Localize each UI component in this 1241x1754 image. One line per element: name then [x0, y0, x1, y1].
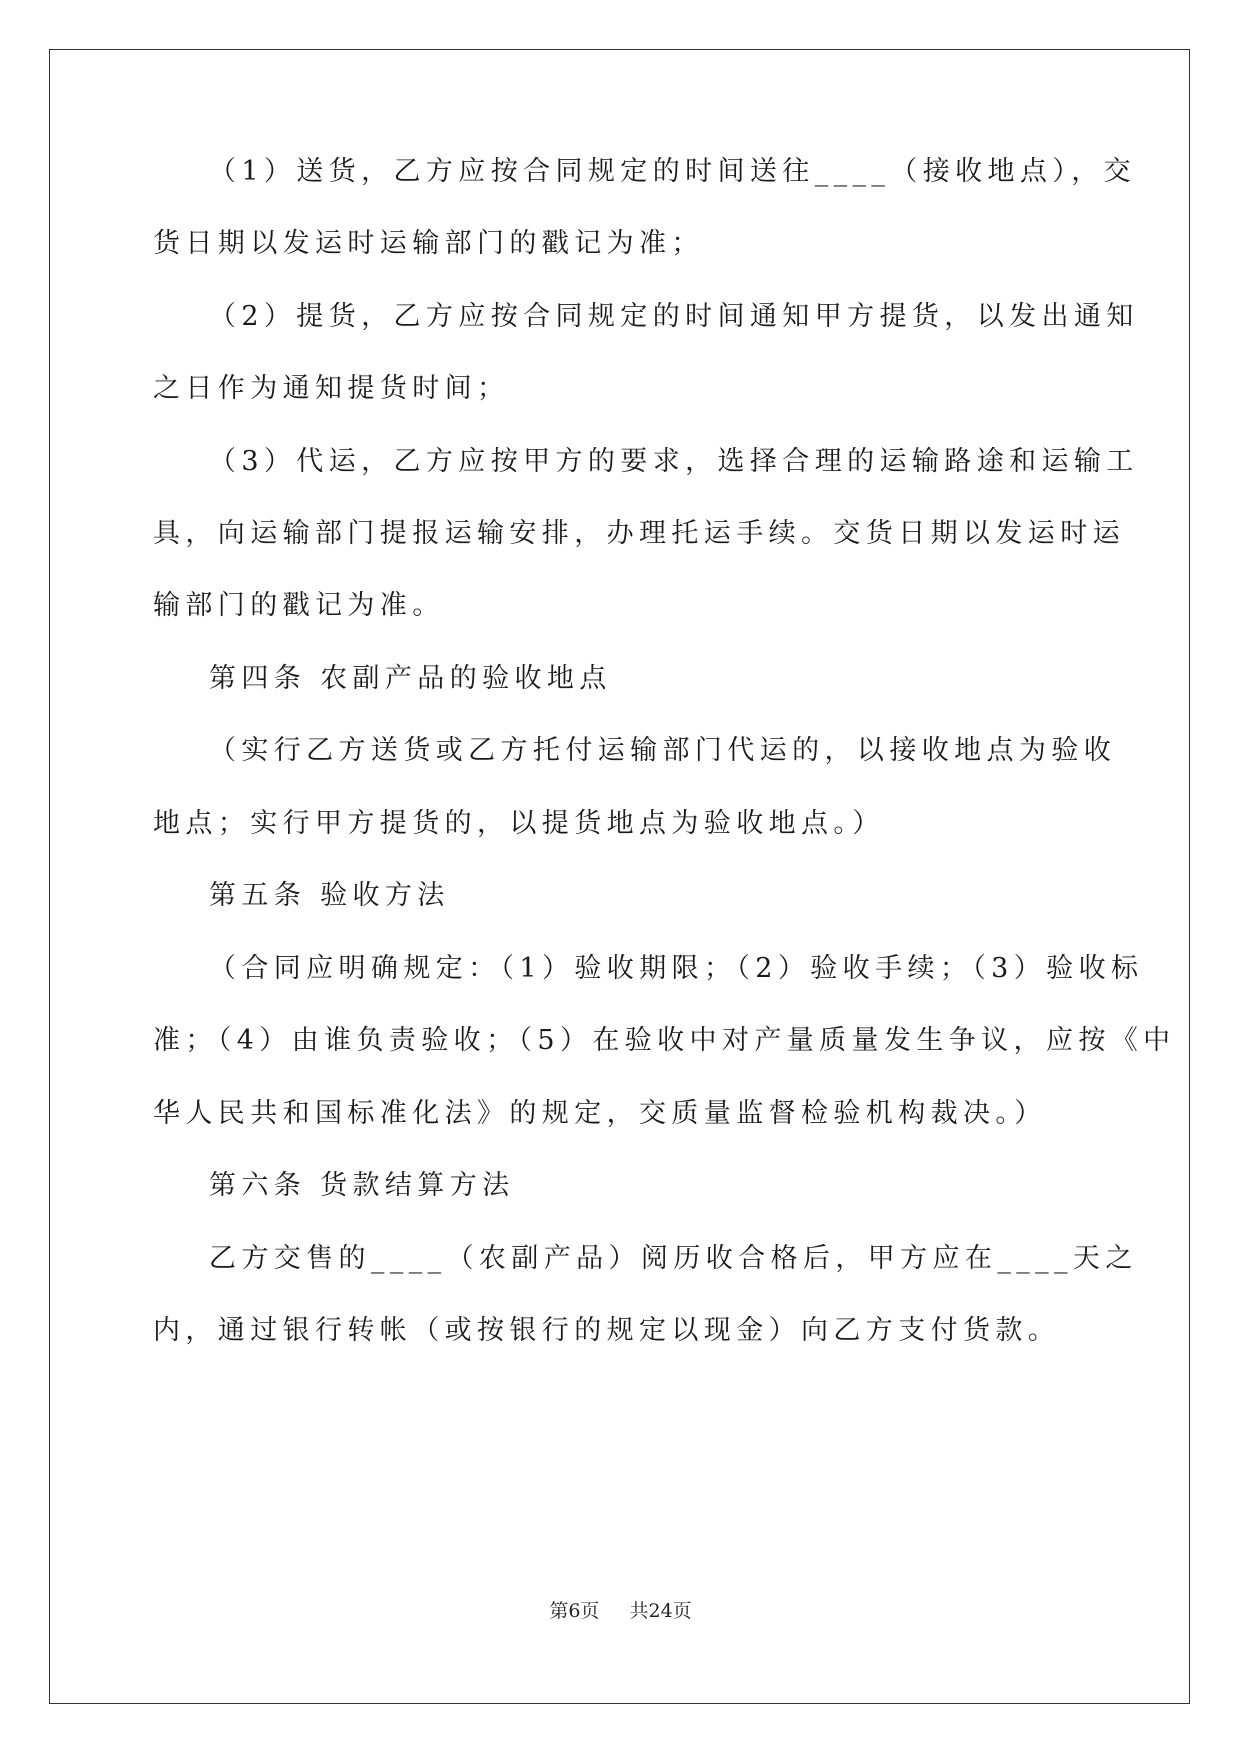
text-line: 之日作为通知提货时间； — [153, 373, 510, 404]
text-line: 准；（4）由谁负责验收；（5）在验收中对产量质量发生争议，应按《中 — [153, 1025, 1176, 1056]
text-line: 地点；实行甲方提货的，以提货地点为验收地点。） — [153, 808, 885, 839]
text-line: 输部门的戳记为准。 — [153, 590, 445, 621]
page-frame — [49, 49, 1190, 1704]
section-heading: 第四条 农副产品的验收地点 — [153, 663, 612, 694]
section-heading: 第五条 验收方法 — [153, 880, 450, 911]
text-line: 内，通过银行转帐（或按银行的规定以现金）向乙方支付货款。 — [153, 1315, 1061, 1346]
text-line: 货日期以发运时运输部门的戳记为准； — [153, 228, 704, 259]
text-line: （1）送货，乙方应按合同规定的时间送往____（接收地点），交 — [153, 156, 1137, 187]
text-line: （3）代运，乙方应按甲方的要求，选择合理的运输路途和运输工 — [153, 446, 1139, 477]
page-number: 第6页 — [549, 1600, 600, 1622]
text-line: （2）提货，乙方应按合同规定的时间通知甲方提货，以发出通知 — [153, 301, 1139, 332]
text-line: 具，向运输部门提报运输安排，办理托运手续。交货日期以发运时运 — [153, 518, 1125, 549]
page-total: 共24页 — [629, 1600, 692, 1622]
section-heading: 第六条 货款结算方法 — [153, 1170, 515, 1201]
text-line: （实行乙方送货或乙方托付运输部门代运的，以接收地点为验收 — [153, 735, 1117, 766]
text-line: 华人民共和国标准化法》的规定，交质量监督检验机构裁决。） — [153, 1098, 1047, 1129]
text-line: 乙方交售的____（农副产品）阅历收合格后，甲方应在____天之 — [153, 1243, 1138, 1274]
page-footer — [0, 1596, 1241, 1623]
text-line: （合同应明确规定：（1）验收期限；（2）验收手续；（3）验收标 — [153, 953, 1144, 984]
